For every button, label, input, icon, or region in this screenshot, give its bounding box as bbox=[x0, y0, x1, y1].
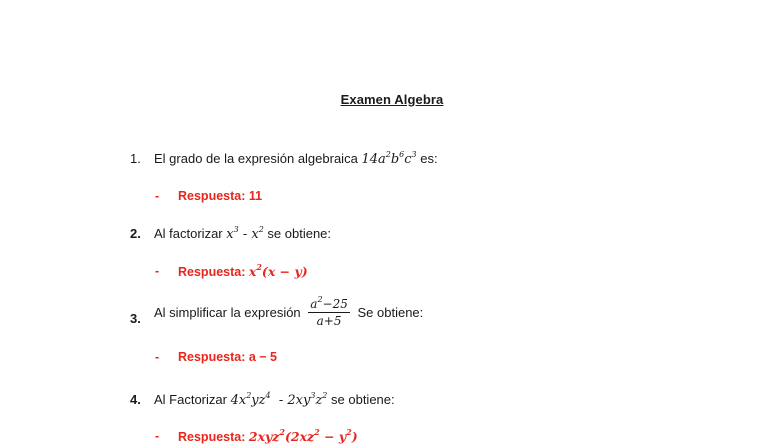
answer-dash: - bbox=[155, 429, 160, 443]
question-prefix: El grado de la expresión algebraica bbox=[154, 151, 358, 166]
question-prefix: Al factorizar bbox=[154, 226, 223, 241]
question-expression: $4x^2yz^4 - 2xy^3z^2$ bbox=[230, 391, 328, 408]
answer-text bbox=[178, 264, 308, 279]
page-title: Examen Algebra bbox=[340, 92, 444, 107]
answer-dash: - bbox=[155, 264, 160, 278]
question-number: 4. bbox=[130, 392, 141, 407]
answer-math: $2xyz^2(2xz^2 - y^2)$ bbox=[248, 427, 358, 444]
answer-dash: - bbox=[155, 189, 160, 203]
question-number: 2. bbox=[130, 226, 141, 241]
question-suffix: se obtiene: bbox=[267, 226, 332, 241]
answer-label: Respuesta: bbox=[178, 430, 246, 444]
question-suffix: Se obtiene: bbox=[357, 305, 424, 320]
question-1 bbox=[154, 151, 438, 167]
fraction bbox=[308, 297, 350, 328]
question-3 bbox=[154, 297, 423, 328]
fraction-denominator: a+5 bbox=[316, 314, 342, 328]
question-suffix: se obtiene: bbox=[331, 392, 395, 407]
answer-text bbox=[178, 429, 358, 444]
answer-dash: - bbox=[155, 350, 160, 364]
answer-label: Respuesta: 11 bbox=[178, 189, 263, 203]
question-prefix: Al Factorizar bbox=[154, 392, 227, 407]
answer-label: Respuesta: a − 5 bbox=[178, 350, 278, 364]
question-2 bbox=[154, 226, 331, 242]
question-expression: $14a^2b^6c^3$ bbox=[361, 150, 417, 167]
answer-math: $x^2(x - y)$ bbox=[248, 262, 308, 279]
question-expression: $x^3 - x^2$ bbox=[226, 225, 264, 242]
question-number: 3. bbox=[130, 311, 141, 326]
question-suffix: es: bbox=[420, 151, 438, 166]
question-4 bbox=[154, 392, 395, 408]
question-prefix: Al simplificar la expresión bbox=[154, 305, 301, 320]
question-number: 1. bbox=[130, 151, 141, 166]
answer-label: Respuesta: bbox=[178, 265, 246, 279]
fraction-numerator: $a^2-25$ bbox=[310, 295, 348, 311]
